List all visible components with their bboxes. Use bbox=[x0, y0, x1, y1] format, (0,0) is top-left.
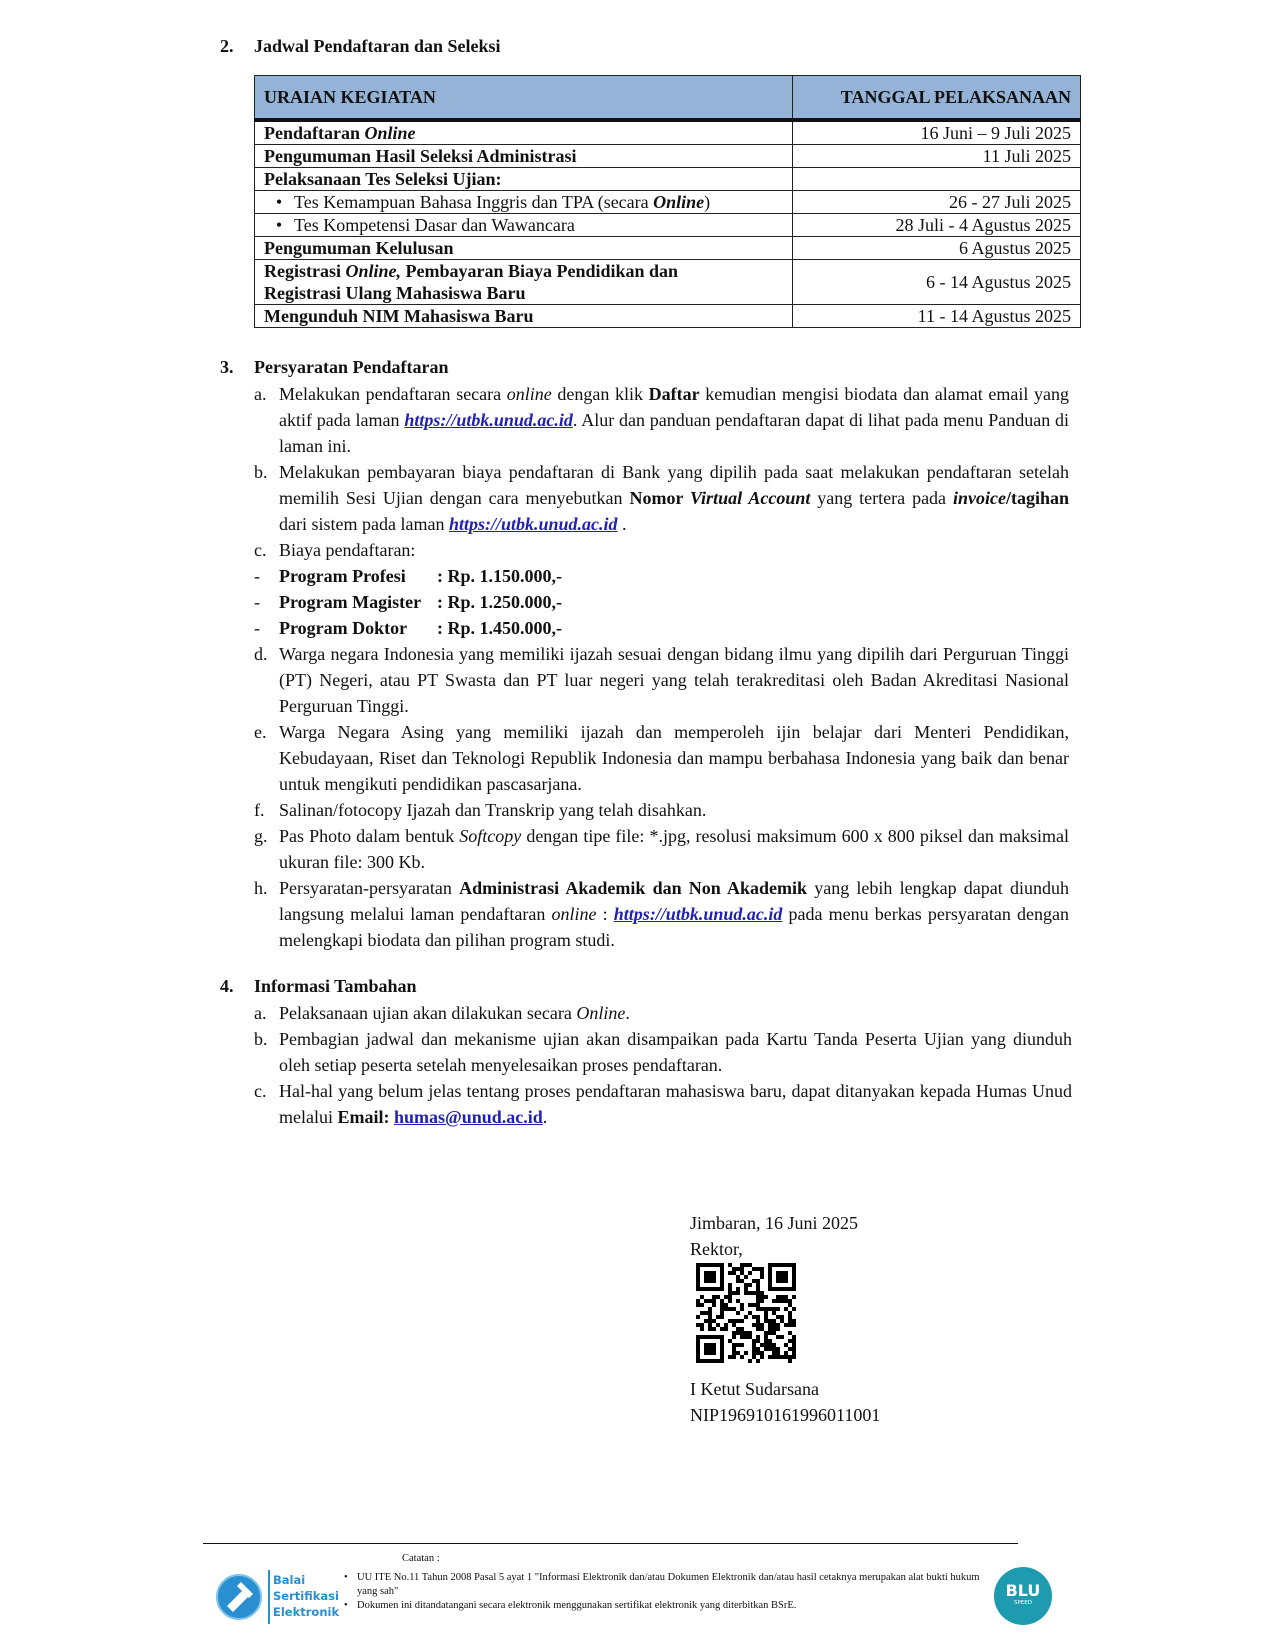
dash: - bbox=[254, 592, 260, 612]
signatory-name: I Ketut Sudarsana bbox=[690, 1379, 819, 1399]
schedule-table bbox=[254, 75, 1081, 328]
item-text: Salinan/fotocopy Ijazah dan Transkrip yang telah disahkan. bbox=[279, 800, 707, 820]
activity-text: Tes Kompetensi Dasar dan Wawancara bbox=[294, 215, 575, 235]
table-row bbox=[255, 168, 1081, 191]
fee-amount: Rp. 1.150.000,- bbox=[447, 566, 563, 586]
item-text-italic: Online bbox=[576, 1003, 626, 1023]
signature-block bbox=[690, 1210, 858, 1262]
bsre-wordmark-line: Elektronik bbox=[273, 1605, 340, 1619]
footer-note-text: Dokumen ini ditandatangani secara elektronik menggunakan sertifikat elektronik yang diterbitkan BSrE. bbox=[357, 1600, 797, 1611]
activity-text-italic: Online, bbox=[345, 261, 401, 281]
item-text-bold: Nomor bbox=[629, 488, 691, 508]
column-header-activity: URAIAN KEGIATAN bbox=[255, 76, 793, 121]
table-header-row bbox=[255, 76, 1081, 121]
item-text: . bbox=[625, 1003, 630, 1023]
activity-cell: Pengumuman Kelulusan bbox=[255, 237, 793, 260]
list-item bbox=[254, 641, 1069, 719]
footer-note-item bbox=[344, 1599, 984, 1613]
item-letter: e. bbox=[254, 722, 267, 742]
signature-place-date: Jimbaran, 16 Juni 2025 bbox=[690, 1213, 858, 1233]
list-item bbox=[254, 797, 1069, 823]
section-number: 4. bbox=[220, 976, 234, 996]
fee-amount: Rp. 1.250.000,- bbox=[447, 592, 563, 612]
item-letter: f. bbox=[254, 800, 265, 820]
activity-text-italic: Online bbox=[364, 123, 416, 143]
item-text: Melakukan pendaftaran secara bbox=[279, 384, 507, 404]
fee-amount: Rp. 1.450.000,- bbox=[447, 618, 563, 638]
fee-program: Program Profesi bbox=[279, 566, 406, 586]
item-letter: d. bbox=[254, 644, 268, 664]
item-text: Melakukan pembayaran biaya pendaftaran di Bank yang dipilih pada saat melakukan pendaftaran setelah memilih Sesi Ujian dengan cara menyebutkan bbox=[279, 462, 1069, 508]
activity-text: Registrasi Ulang Mahasiswa Baru bbox=[264, 283, 526, 303]
fee-row bbox=[254, 615, 1069, 641]
date-cell: 16 Juni – 9 Juli 2025 bbox=[792, 120, 1080, 145]
section-3-heading bbox=[220, 357, 448, 378]
item-letter: c. bbox=[254, 540, 267, 560]
signature-title: Rektor, bbox=[690, 1239, 743, 1259]
item-text: Warga negara Indonesia yang memiliki ijazah sesuai dengan bidang ilmu yang dipilih dari Perguruan Tinggi (PT) Negeri, atau PT Swasta dan PT luar negeri yang telah terakreditasi oleh Badan Akreditasi Nasional Perguruan Tinggi. bbox=[279, 644, 1069, 716]
utbk-link[interactable]: https://utbk.unud.ac.id bbox=[448, 514, 618, 534]
item-text: : bbox=[596, 904, 614, 924]
activity-cell: Pelaksanaan Tes Seleksi Ujian: bbox=[255, 168, 793, 191]
bullet-icon: • bbox=[344, 1572, 348, 1583]
list-item bbox=[254, 719, 1069, 797]
section-title: Informasi Tambahan bbox=[254, 976, 417, 996]
bullet-icon: • bbox=[275, 215, 283, 235]
table-row bbox=[255, 191, 1081, 214]
list-item bbox=[254, 875, 1069, 953]
item-text: Biaya pendaftaran: bbox=[279, 540, 416, 560]
requirements-list bbox=[254, 381, 1069, 953]
table-row bbox=[255, 305, 1081, 328]
activity-cell bbox=[255, 191, 793, 214]
item-letter: c. bbox=[254, 1081, 267, 1101]
blu-speed-logo bbox=[994, 1567, 1052, 1625]
item-letter: b. bbox=[254, 462, 268, 482]
item-text-italic: online bbox=[551, 904, 597, 924]
bsre-logo bbox=[215, 1570, 347, 1624]
table-row bbox=[255, 260, 1081, 305]
date-cell: 6 - 14 Agustus 2025 bbox=[792, 260, 1080, 305]
item-letter: g. bbox=[254, 826, 268, 846]
activity-text: ) bbox=[704, 192, 711, 212]
bsre-emblem-icon bbox=[215, 1572, 263, 1622]
footer-notes bbox=[344, 1571, 984, 1613]
date-cell: 28 Juli - 4 Agustus 2025 bbox=[792, 214, 1080, 237]
bsre-wordmark bbox=[273, 1572, 339, 1620]
activity-cell bbox=[255, 120, 793, 145]
section-4-heading bbox=[220, 976, 417, 997]
bsre-wordmark-line: Sertifikasi bbox=[273, 1589, 339, 1603]
item-text: Warga Negara Asing yang memiliki ijazah dan memperoleh ijin belajar dari Menteri Pendidikan, Kebudayaan, Riset dan Teknologi Republik Indonesia dan mampu berbahasa Indonesia yang baik dan benar untuk mengikuti pendidikan pascasarjana. bbox=[279, 722, 1069, 794]
bsre-separator bbox=[268, 1570, 270, 1624]
activity-cell: Pengumuman Hasil Seleksi Administrasi bbox=[255, 145, 793, 168]
item-text-bold: /tagihan bbox=[1005, 488, 1069, 508]
activity-cell bbox=[255, 214, 793, 237]
section-title: Persyaratan Pendaftaran bbox=[254, 357, 449, 377]
fee-row bbox=[254, 563, 1069, 589]
item-text: Pembagian jadwal dan mekanisme ujian akan disampaikan pada Kartu Tanda Peserta Ujian yang diunduh oleh setiap peserta setelah menyelesaikan proses pendaftaran. bbox=[279, 1029, 1072, 1075]
item-text: dari sistem pada laman bbox=[279, 514, 449, 534]
list-item bbox=[254, 1078, 1072, 1130]
fee-program: Program Magister bbox=[279, 592, 422, 612]
section-2-heading bbox=[220, 36, 501, 57]
date-cell: 6 Agustus 2025 bbox=[792, 237, 1080, 260]
date-cell bbox=[792, 168, 1080, 191]
table-row bbox=[255, 120, 1081, 145]
footer-divider bbox=[203, 1543, 1018, 1544]
section-number: 3. bbox=[220, 357, 234, 377]
bsre-wordmark-line: Balai bbox=[273, 1573, 306, 1587]
list-item bbox=[254, 459, 1069, 537]
section-title: Jadwal Pendaftaran dan Seleksi bbox=[254, 36, 501, 56]
activity-text: Registrasi bbox=[264, 261, 346, 281]
fee-sep: : bbox=[437, 618, 448, 638]
table-row bbox=[255, 145, 1081, 168]
item-letter: h. bbox=[254, 878, 268, 898]
utbk-link[interactable]: https://utbk.unud.ac.id bbox=[404, 410, 573, 430]
item-letter: a. bbox=[254, 384, 267, 404]
item-text: kemudian mengisi biodata dan alamat email yang aktif pada laman bbox=[279, 384, 1069, 430]
activity-text: Tes Kemampuan Bahasa Inggris dan TPA (secara bbox=[294, 192, 654, 212]
fee-sep: : bbox=[437, 566, 448, 586]
fee-sep: : bbox=[437, 592, 448, 612]
footer-note-text: UU ITE No.11 Tahun 2008 Pasal 5 ayat 1 "Informasi Elektronik dan/atau Dokumen Elektronik dan/atau hasil cetaknya merupakan alat bukti hukum yang sah" bbox=[357, 1572, 980, 1597]
dash: - bbox=[254, 566, 260, 586]
fee-program: Program Doktor bbox=[279, 618, 408, 638]
date-cell: 26 - 27 Juli 2025 bbox=[792, 191, 1080, 214]
item-text: Hal-hal yang belum jelas tentang proses pendaftaran mahasiswa baru, dapat ditanyakan kepada Humas Unud melalui bbox=[279, 1081, 1072, 1127]
blu-logo-text: BLU bbox=[1005, 1581, 1041, 1600]
item-text: dengan klik bbox=[551, 384, 649, 404]
activity-text: Pendaftaran bbox=[264, 123, 365, 143]
item-text-bold: Email: bbox=[337, 1107, 390, 1127]
bullet-icon: • bbox=[275, 192, 283, 212]
date-cell: 11 - 14 Agustus 2025 bbox=[792, 305, 1080, 328]
activity-text-italic: Online bbox=[653, 192, 705, 212]
item-text: . bbox=[617, 514, 627, 534]
activity-cell bbox=[255, 260, 793, 305]
list-item bbox=[254, 381, 1069, 459]
blu-logo-subtext: SPEED bbox=[1014, 1600, 1032, 1606]
item-text: yang tertera pada bbox=[810, 488, 953, 508]
footer-note-item bbox=[344, 1571, 984, 1599]
fee-row bbox=[254, 589, 1069, 615]
signatory-nip: NIP196910161996011001 bbox=[690, 1405, 881, 1425]
date-cell: 11 Juli 2025 bbox=[792, 145, 1080, 168]
list-item bbox=[254, 1000, 1072, 1026]
column-header-date: TANGGAL PELAKSANAAN bbox=[792, 76, 1080, 121]
signatory-block bbox=[690, 1376, 880, 1428]
item-text-bold-italic: invoice bbox=[952, 488, 1006, 508]
item-text: . bbox=[542, 1107, 548, 1127]
utbk-link[interactable]: https://utbk.unud.ac.id bbox=[613, 904, 783, 924]
item-letter: a. bbox=[254, 1003, 267, 1023]
item-text: Pas Photo dalam bentuk bbox=[279, 826, 460, 846]
item-text-italic: Softcopy bbox=[459, 826, 522, 846]
item-text-bold: Administrasi Akademik dan Non Akademik bbox=[459, 878, 808, 898]
list-item bbox=[254, 1026, 1072, 1078]
item-text: . Alur dan panduan pendaftaran dapat di lihat pada menu Panduan di laman ini. bbox=[279, 410, 1069, 456]
footer-catatan: Catatan : bbox=[402, 1553, 440, 1564]
item-text: Pelaksanaan ujian akan dilakukan secara bbox=[279, 1003, 577, 1023]
activity-cell: Mengunduh NIM Mahasiswa Baru bbox=[255, 305, 793, 328]
activity-text: Pembayaran Biaya Pendidikan dan bbox=[401, 261, 679, 281]
additional-info-list bbox=[254, 1000, 1072, 1130]
list-item bbox=[254, 537, 1069, 563]
item-text: yang lebih lengkap dapat diunduh langsung melalui laman pendaftaran bbox=[279, 878, 1069, 924]
qr-code-icon bbox=[696, 1263, 796, 1363]
dash: - bbox=[254, 618, 260, 638]
email-link[interactable]: humas@unud.ac.id bbox=[393, 1107, 543, 1127]
list-item bbox=[254, 823, 1069, 875]
section-number: 2. bbox=[220, 36, 234, 56]
table-row bbox=[255, 237, 1081, 260]
item-text: Persyaratan-persyaratan bbox=[279, 878, 460, 898]
item-text-bold: Daftar bbox=[648, 384, 700, 404]
bullet-icon: • bbox=[344, 1600, 348, 1611]
item-text: pada menu berkas persyaratan dengan melengkapi biodata dan pilihan program studi. bbox=[279, 904, 1069, 950]
item-letter: b. bbox=[254, 1029, 268, 1049]
item-text-italic: online bbox=[506, 384, 552, 404]
table-row bbox=[255, 214, 1081, 237]
item-text-bold-italic: Virtual Account bbox=[690, 488, 811, 508]
item-text: dengan tipe file: *.jpg, resolusi maksimum 600 x 800 piksel dan maksimal ukuran file: 300 Kb. bbox=[279, 826, 1069, 872]
